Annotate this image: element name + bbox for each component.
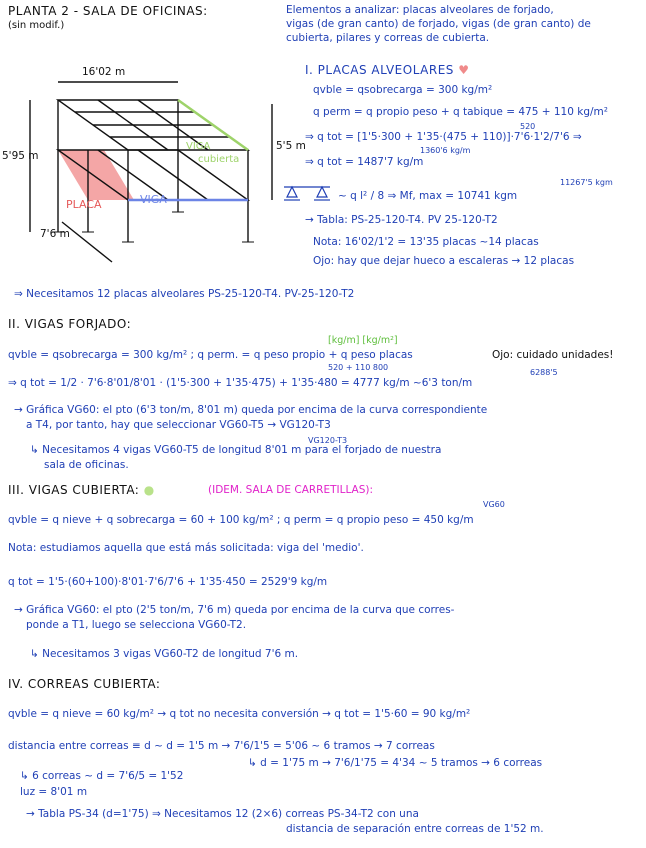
dim-bottom: 7'6 m — [40, 228, 70, 240]
s3-line-5: ↳ Necesitamos 3 vigas VG60-T2 de longitud 7'6 m. — [30, 648, 299, 660]
s2-line-3: → Gráfica VG60: el pto (6'3 ton/m, 8'01 m) queda por encima de la curva correspondiente — [14, 404, 488, 416]
s2-units: [kg/m] [kg/m²] — [328, 335, 398, 346]
label-placa: PLACA — [66, 198, 102, 211]
heart-icon: ♥ — [458, 63, 470, 77]
s1-line-3: ⇒ q tot = [1'5·300 + 1'35·(475 + 110)]·7'6·1'2/7'6 ⇒ — [305, 131, 582, 143]
s1-line-3-sub: 1360'6 kg/m — [420, 146, 471, 155]
s2-line-3b: a T4, por tanto, hay que seleccionar VG60-T5 → VG120-T3 — [26, 419, 331, 431]
s4-line-1: qvble = q nieve = 60 kg/m² → q tot no necesita conversión → q tot = 1'5·60 = 90 kg/m² — [8, 708, 471, 720]
page-title: PLANTA 2 - SALA DE OFICINAS: — [8, 4, 208, 18]
dim-right: 5'5 m — [276, 140, 306, 152]
section-4-title: IV. CORREAS CUBIERTA: — [8, 677, 161, 691]
page-subtitle: (sin modif.) — [8, 20, 65, 31]
s2-line-2-note: 6288'5 — [530, 368, 558, 377]
s1-line-3-note: 520 — [520, 122, 536, 131]
s1-result: ⇒ Necesitamos 12 placas alveolares PS-25-120-T4. PV-25-120-T2 — [14, 288, 355, 300]
label-viga-cubierta-2: cubierta — [198, 154, 240, 165]
s2-line-4b: sala de oficinas. — [44, 459, 129, 471]
s3-note: (IDEM. SALA DE CARRETILLAS): — [208, 484, 374, 496]
s2-line-4: ↳ Necesitamos 4 vigas VG60-T5 de longitud 8'01 m para el forjado de nuestra — [30, 444, 442, 456]
section-1-title: I. PLACAS ALVEOLARES ♥ — [305, 63, 470, 77]
s4-line-3: ↳ d = 1'75 m → 7'6/1'75 = 4'34 ~ 5 tramos → 6 correas — [248, 757, 543, 769]
dot-icon: ● — [143, 483, 155, 497]
beam-diagram — [284, 187, 330, 200]
s4-line-2: distancia entre correas ≡ d ~ d = 1'5 m → 7'6/1'5 = 5'06 ~ 6 tramos → 7 correas — [8, 740, 435, 752]
s2-sub: 520 + 110 800 — [328, 363, 389, 372]
section-3-title: III. VIGAS CUBIERTA: ● — [8, 483, 155, 497]
label-viga-cubierta-1: VIGA — [186, 141, 211, 152]
s1-line-8: Ojo: hay que dejar hueco a escaleras → 12 placas — [313, 255, 575, 267]
s4-line-4: ↳ 6 correas ~ d = 7'6/5 = 1'52 — [20, 770, 184, 782]
s3-line-2: Nota: estudiamos aquella que está más solicitada: viga del 'medio'. — [8, 542, 364, 554]
s2-line-2: ⇒ q tot = 1/2 · 7'6·8'01/8'01 · (1'5·300 + 1'35·475) + 1'35·480 = 4777 kg/m ~6'3 ton/m — [8, 377, 473, 389]
label-viga: VIGA — [140, 193, 167, 206]
s3-line-1: qvble = q nieve + q sobrecarga = 60 + 100 kg/m² ; q perm = q propio peso = 450 kg/m — [8, 514, 474, 526]
section-2-title: II. VIGAS FORJADO: — [8, 317, 132, 331]
s3-small: VG60 — [483, 500, 505, 509]
intro-line-2: vigas (de gran canto) de forjado, vigas (de gran canto) de — [286, 18, 591, 30]
s1-line-7: Nota: 16'02/1'2 = 13'35 placas ~14 placas — [313, 236, 539, 248]
s2-line-4-note: VG120-T3 — [308, 436, 348, 445]
intro-line-1: Elementos a analizar: placas alveolares de forjado, — [286, 4, 554, 16]
s3-line-3: q tot = 1'5·(60+100)·8'01·7'6/7'6 + 1'35·450 = 2529'9 kg/m — [8, 576, 328, 588]
s4-line-6: → Tabla PS-34 (d=1'75) ⇒ Necesitamos 12 (2×6) correas PS-34-T2 con una — [26, 808, 419, 820]
s2-line-1: qvble = qsobrecarga = 300 kg/m² ; q perm. = q peso propio + q peso placas — [8, 349, 413, 361]
s3-line-4b: ponde a T1, luego se selecciona VG60-T2. — [26, 619, 247, 631]
s4-line-5: luz = 8'01 m — [20, 786, 88, 798]
s1-line-5: ~ q l² / 8 ⇒ Mf, max = 10741 kgm — [338, 190, 518, 202]
intro-line-3: cubierta, pilares y correas de cubierta. — [286, 32, 490, 44]
s2-ojo: Ojo: cuidado unidades! — [492, 349, 614, 361]
s3-line-4: → Gráfica VG60: el pto (2'5 ton/m, 7'6 m) queda por encima de la curva que corres- — [14, 604, 455, 616]
s1-line-2: q perm = q propio peso + q tabique = 475 + 110 kg/m² — [313, 106, 608, 118]
s1-line-4: ⇒ q tot = 1487'7 kg/m — [305, 156, 424, 168]
dim-left: 5'95 m — [2, 150, 39, 162]
s1-line-1: qvble = qsobrecarga = 300 kg/m² — [313, 84, 493, 96]
s4-line-6b: distancia de separación entre correas de 1'52 m. — [286, 823, 544, 835]
dim-top: 16'02 m — [82, 66, 126, 78]
s1-line-5-note: 11267'5 kgm — [560, 178, 613, 187]
s1-line-6: → Tabla: PS-25-120-T4. PV 25-120-T2 — [305, 214, 498, 226]
